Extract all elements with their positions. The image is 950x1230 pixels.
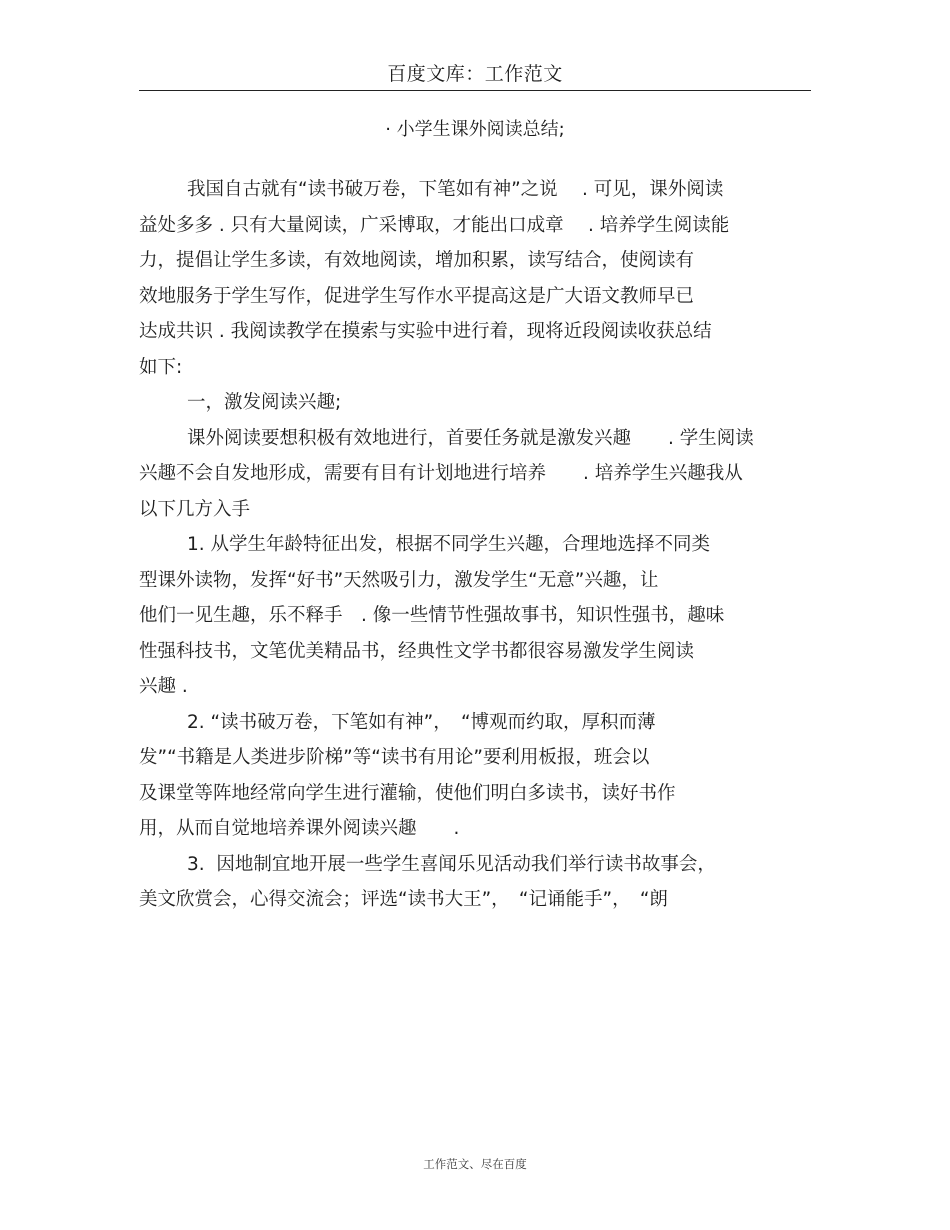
body-line: 以下几方入手 xyxy=(139,498,251,520)
body-line: 达成共识 . 我阅读教学在摸索与实验中进行着，现将近段阅读收获总结 xyxy=(139,321,712,342)
body-line: 2. “读书破万卷，下笔如有神”， “博观而约取，厚积而薄 xyxy=(187,711,656,733)
body-line: 兴趣 . xyxy=(139,676,188,697)
page-footer: 工作范文、尽在百度 xyxy=(423,1157,527,1171)
body-line: 兴趣不会自发地形成，需要有目有计划地进行培养 . 培养学生兴趣我从 xyxy=(139,463,743,484)
body-line: 性强科技书，文笔优美精品书，经典性文学书都很容易激发学生阅读 xyxy=(139,640,695,662)
body-line: 如下: xyxy=(139,356,183,378)
header-title: 百度文库：工作范文 xyxy=(387,63,563,85)
body-line: 他们一见生趣，乐不释手 . 像一些情节性强故事书，知识性强书，趣味 xyxy=(139,605,725,626)
document-body xyxy=(139,172,819,918)
body-line: 及课堂等阵地经常向学生进行灌输，使他们明白多读书，读好书作 xyxy=(139,782,676,804)
body-line: 3. 因地制宜地开展一些学生喜闻乐见活动我们举行读书故事会， xyxy=(187,853,716,875)
document-title: · 小学生课外阅读总结; xyxy=(385,119,565,140)
body-line: 一，激发阅读兴趣; xyxy=(187,392,342,413)
body-line: 发”“书籍是人类进步阶梯”等“读书有用论”要利用板报，班会以 xyxy=(139,747,650,768)
page-header xyxy=(139,60,811,91)
body-line: 1. 从学生年龄特征出发，根据不同学生兴趣，合理地选择不同类 xyxy=(187,534,711,555)
body-line: 美文欣赏会，心得交流会；评选“读书大王”， “记诵能手”， “朗 xyxy=(139,889,668,910)
body-line: 用，从而自觉地培养课外阅读兴趣 . xyxy=(139,818,460,839)
body-line: 型课外读物，发挥“好书”天然吸引力，激发学生“无意”兴趣，让 xyxy=(139,569,659,591)
body-line: 益处多多 . 只有大量阅读，广采博取，才能出口成章 . 培养学生阅读能 xyxy=(139,214,730,236)
body-line: 课外阅读要想积极有效地进行，首要任务就是激发兴趣 . 学生阅读 xyxy=(187,427,754,449)
body-line: 我国自古就有“读书破万卷，下笔如有神”之说 . 可见，课外阅读 xyxy=(187,179,724,200)
body-line: 效地服务于学生写作，促进学生写作水平提高这是广大语文教师早已 xyxy=(139,285,695,307)
body-line: 力，提倡让学生多读，有效地阅读，增加积累，读写结合，使阅读有 xyxy=(139,250,695,271)
